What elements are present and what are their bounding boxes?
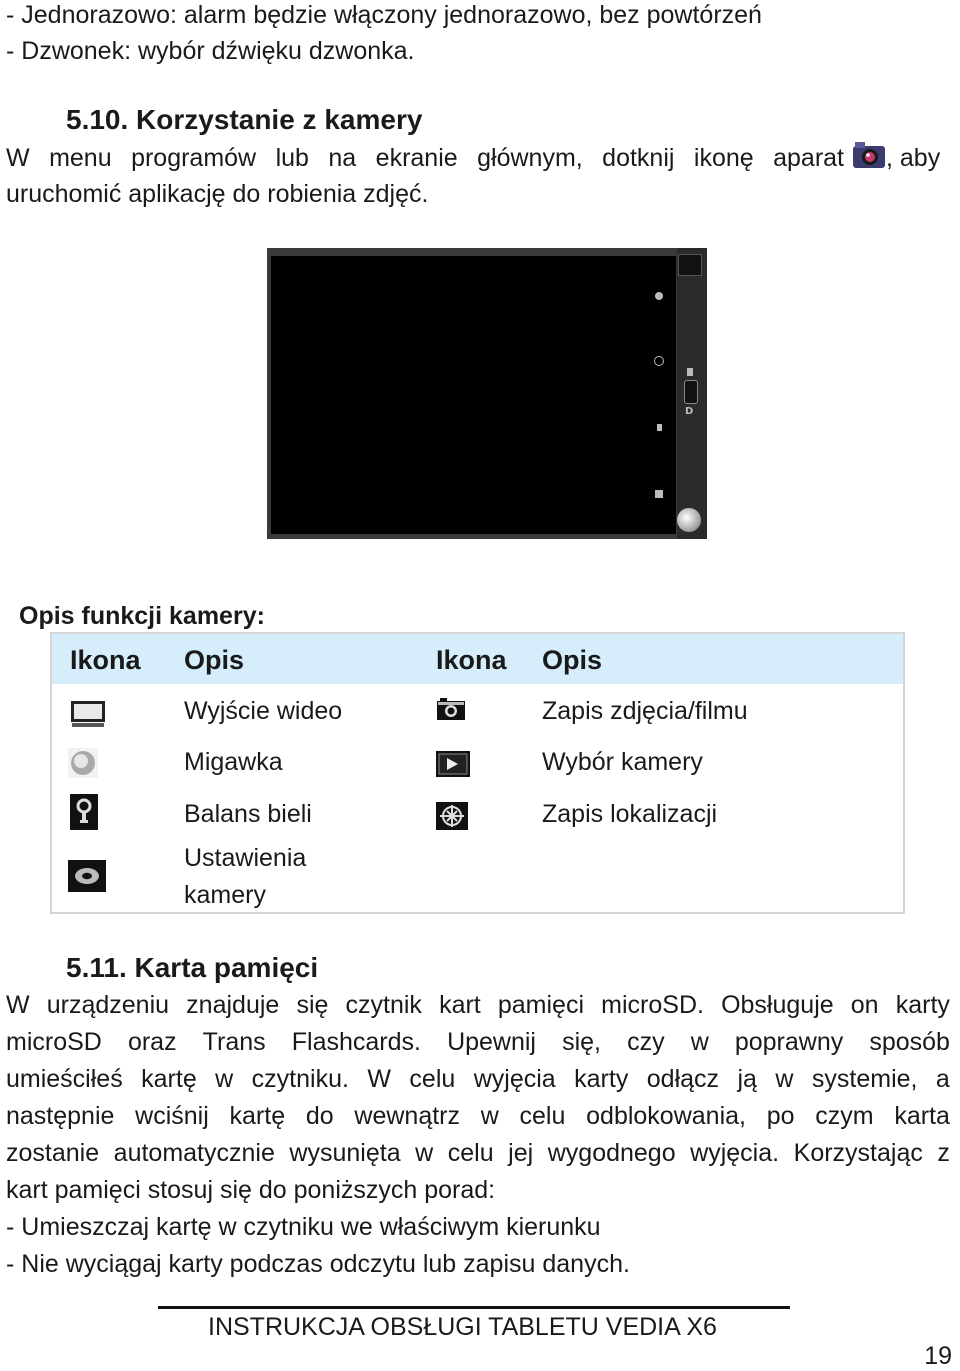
word: celu	[447, 1139, 494, 1167]
word: sposób	[869, 1028, 950, 1056]
shutter-icon	[68, 748, 98, 783]
footer-title: INSTRUKCJA OBSŁUGI TABLETU VEDIA X6	[208, 1313, 717, 1341]
word: Trans	[202, 1028, 266, 1056]
camera-function-table	[50, 632, 905, 914]
word: karty	[574, 1065, 629, 1093]
word: ikonę	[693, 144, 754, 172]
location-target-icon[interactable]	[654, 356, 664, 366]
word: Upewnij	[447, 1028, 536, 1056]
header-desc-1: Opis	[184, 645, 245, 675]
header-desc-2: Opis	[542, 645, 603, 675]
section-5-10-para-tail: , aby	[886, 144, 941, 172]
word: w	[690, 1028, 709, 1056]
camera-switch-icon[interactable]	[655, 490, 663, 498]
row3-right-label: Zapis lokalizacji	[542, 800, 718, 828]
word: W	[6, 144, 30, 172]
row3-left-label: Balans bieli	[184, 800, 312, 828]
word: Obsługuje	[721, 991, 834, 1019]
row4-left-label-line1: Ustawienia	[184, 844, 307, 872]
word: do	[305, 1102, 334, 1130]
word: czytnik	[345, 991, 422, 1019]
word: microSD	[6, 1028, 102, 1056]
mode-photo-icon	[687, 368, 693, 376]
word: odblokowania,	[586, 1102, 746, 1130]
word: w	[775, 1065, 794, 1093]
word: systemie,	[811, 1065, 918, 1093]
word: wysunięta	[289, 1139, 401, 1167]
word: czytniku.	[251, 1065, 349, 1093]
mode-switch-toggle[interactable]	[684, 380, 698, 404]
word: umieściłeś	[6, 1065, 123, 1093]
word: odłącz	[646, 1065, 720, 1093]
word: W	[6, 991, 30, 1019]
word: głównym,	[477, 144, 583, 172]
section-5-10-para-line2: uruchomić aplikację do robienia zdjęć.	[6, 180, 429, 208]
word: znajduje	[186, 991, 280, 1019]
word: wyjęcia	[473, 1065, 556, 1093]
word: celu	[409, 1065, 456, 1093]
word: karta	[894, 1102, 950, 1130]
word: się	[296, 991, 329, 1019]
footer-rule	[158, 1306, 790, 1309]
camera-table-caption: Opis funkcji kamery:	[19, 602, 265, 630]
header-icon-1: Ikona	[70, 645, 141, 675]
camera-switch-icon	[436, 751, 470, 782]
row2-right-label: Wybór kamery	[542, 748, 703, 776]
mode-video-icon: D	[685, 406, 694, 417]
white-balance-icon[interactable]	[657, 424, 662, 431]
section-5-11-line6: kart pamięci stosuj się do poniższych porad:	[6, 1176, 496, 1204]
word: wewnątrz	[354, 1102, 460, 1130]
word: ekranie	[375, 144, 458, 172]
word: poprawny	[734, 1028, 844, 1056]
word: czy	[627, 1028, 665, 1056]
word: dotknij	[602, 144, 675, 172]
word: ją	[737, 1065, 757, 1093]
word: zostanie	[6, 1139, 100, 1167]
word: w	[480, 1102, 499, 1130]
camera-capture-icon	[436, 697, 466, 726]
white-balance-icon	[70, 794, 98, 835]
settings-disc-icon	[68, 860, 106, 897]
section-5-11-line5	[6, 1138, 950, 1168]
word: czym	[815, 1102, 874, 1130]
word: lub	[275, 144, 309, 172]
section-5-11-line3	[6, 1064, 950, 1094]
word: Flashcards.	[291, 1028, 421, 1056]
section-5-11-line2	[6, 1027, 950, 1057]
word: automatycznie	[113, 1139, 275, 1167]
intro-line-2: - Dzwonek: wybór dźwięku dzwonka.	[6, 37, 415, 65]
header-icon-2: Ikona	[436, 645, 507, 675]
word: wciśnij	[135, 1102, 209, 1130]
word: kartę	[229, 1102, 286, 1130]
word: urządzeniu	[46, 991, 170, 1019]
word: celu	[519, 1102, 566, 1130]
word: jej	[508, 1139, 534, 1167]
word: oraz	[127, 1028, 177, 1056]
word: aparat	[773, 144, 844, 172]
word: microSD.	[601, 991, 704, 1019]
row1-left-label: Wyjście wideo	[184, 697, 343, 725]
intro-line-1: - Jednorazowo: alarm będzie włączony jednorazowo, bez powtórzeń	[6, 1, 762, 29]
word: menu	[49, 144, 112, 172]
bullet-card-direction: - Umieszczaj kartę w czytniku we właściwym kierunku	[6, 1213, 601, 1241]
table-header	[52, 634, 903, 684]
bullet-no-remove: - Nie wyciągaj karty podczas odczytu lub zapisu danych.	[6, 1250, 630, 1278]
word: a	[935, 1065, 950, 1093]
section-5-11-line4	[6, 1101, 950, 1131]
word: po	[766, 1102, 795, 1130]
thumbnail-icon[interactable]	[678, 254, 702, 276]
row4-left-label-line2: kamery	[184, 881, 266, 909]
camera-preview	[267, 248, 707, 539]
word: programów	[131, 144, 257, 172]
word: kartę	[141, 1065, 197, 1093]
section-heading-5-11: 5.11. Karta pamięci	[66, 952, 319, 983]
word: z	[937, 1139, 950, 1167]
settings-disc-icon[interactable]	[655, 292, 663, 300]
page-number: 19	[924, 1342, 952, 1370]
word: na	[328, 144, 357, 172]
section-5-10-para-line1	[6, 143, 844, 173]
section-heading-5-10: 5.10. Korzystanie z kamery	[66, 104, 423, 135]
word: on	[850, 991, 879, 1019]
word: W	[367, 1065, 391, 1093]
monitor-icon	[70, 700, 106, 733]
word: pamięci	[497, 991, 585, 1019]
word: kart	[439, 991, 481, 1019]
word: następnie	[6, 1102, 115, 1130]
word: w	[215, 1065, 234, 1093]
row2-left-label: Migawka	[184, 748, 283, 776]
word: w	[415, 1139, 434, 1167]
camera-app-icon	[852, 140, 884, 168]
word: karty	[895, 991, 950, 1019]
word: wygodnego	[547, 1139, 676, 1167]
location-target-icon	[436, 802, 468, 835]
word: się,	[562, 1028, 601, 1056]
word: wyjęcia.	[690, 1139, 780, 1167]
word: Korzystając	[793, 1139, 923, 1167]
section-5-11-line1	[6, 990, 950, 1020]
shutter-button[interactable]	[677, 508, 701, 532]
camera-viewfinder	[271, 256, 676, 534]
row1-right-label: Zapis zdjęcia/filmu	[542, 697, 748, 725]
